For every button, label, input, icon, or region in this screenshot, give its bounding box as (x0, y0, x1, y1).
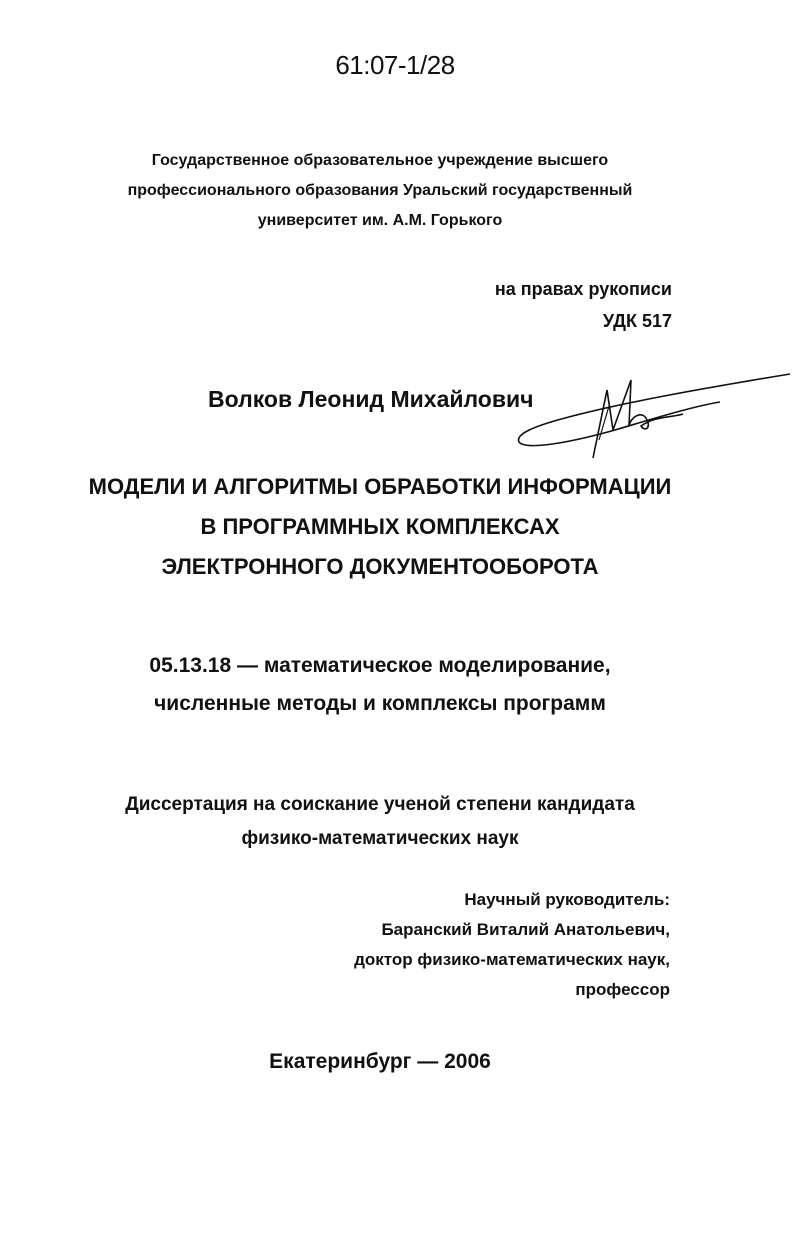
title-line-1: МОДЕЛИ И АЛГОРИТМЫ ОБРАБОТКИ ИНФОРМАЦИИ (88, 474, 672, 499)
supervisor-name: Баранский Виталий Анатольевич, (381, 920, 670, 939)
city-year: Екатеринбург — 2006 (269, 1050, 491, 1073)
title-line-3: ЭЛЕКТРОННОГО ДОКУМЕНТООБОРОТА (161, 554, 599, 579)
title-line-2: В ПРОГРАММНЫХ КОМПЛЕКСАХ (200, 514, 560, 539)
signature (505, 360, 795, 460)
supervisor-title: профессор (575, 980, 670, 999)
specialty-line-2: численные методы и комплексы программ (154, 692, 606, 715)
supervisor-degree: доктор физико-математических наук, (354, 950, 670, 969)
institution-line-1: Государственное образовательное учреждение высшего (151, 152, 609, 169)
author-name: Волков Леонид Михайлович (208, 386, 534, 412)
institution-line-2: профессионального образования Уральский государственный (127, 182, 633, 199)
institution-line-3: университет им. А.М. Горького (257, 212, 503, 229)
specialty-line-1: 05.13.18 — математическое моделирование, (149, 654, 611, 677)
udk-code: УДК 517 (602, 311, 672, 331)
degree-line-2: физико-математических наук (241, 828, 519, 849)
degree-line-1: Диссертация на соискание ученой степени кандидата (125, 794, 635, 815)
supervisor-label: Научный руководитель: (464, 890, 670, 909)
header-code: 61:07-1/28 (335, 50, 455, 80)
rights-note: на правах рукописи (494, 279, 672, 299)
